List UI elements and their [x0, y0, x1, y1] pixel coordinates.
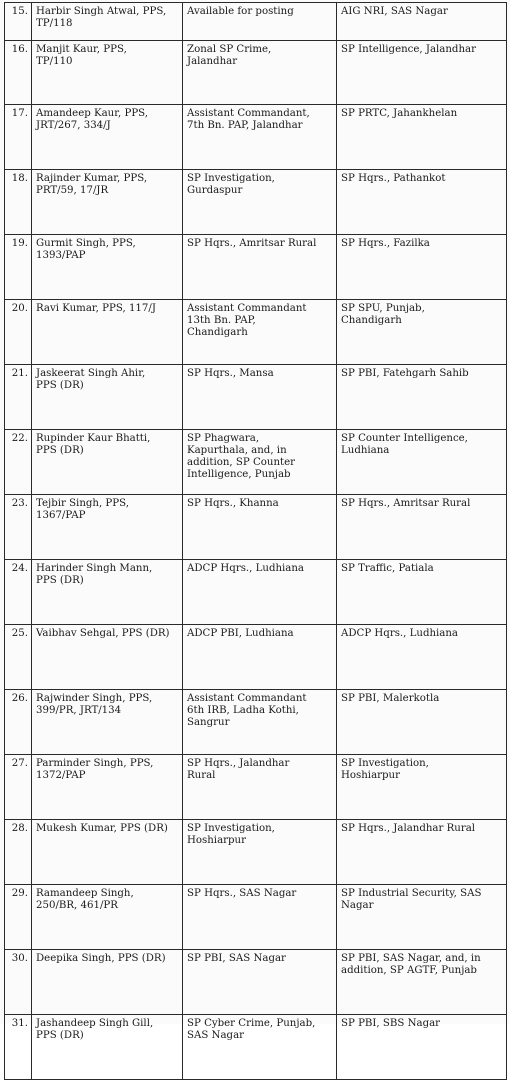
posted-to-cell: [337, 3, 507, 41]
officer-name-text: Tejbir Singh, PPS, 1367/PAP: [36, 498, 129, 521]
posted-to-text: SP Counter Intelligence, Ludhiana: [341, 433, 468, 456]
serial-number-cell: [5, 560, 32, 625]
posted-to-text: SP Hqrs., Jalandhar Rural: [341, 823, 476, 834]
table-body: [5, 3, 507, 1080]
table-row: [5, 235, 507, 300]
officer-name-text: Jaskeerat Singh Ahir, PPS (DR): [36, 368, 146, 391]
posted-from-text: ADCP Hqrs., Ludhiana: [187, 563, 305, 574]
posted-from-cell: [183, 495, 337, 560]
posted-to-cell: [337, 885, 507, 950]
posted-from-text: SP Hqrs., SAS Nagar: [187, 888, 297, 899]
officer-name-text: Harbir Singh Atwal, PPS, TP/118: [36, 6, 167, 29]
posted-to-cell: [337, 560, 507, 625]
posted-to-text: SP Hqrs., Amritsar Rural: [341, 498, 471, 509]
officer-name-cell: [32, 170, 183, 235]
officer-name-cell: [32, 105, 183, 170]
posted-from-text: Assistant Commandant 6th IRB, Ladha Kothi, Sangrur: [187, 693, 307, 728]
officer-name-cell: [32, 885, 183, 950]
posted-to-cell: [337, 690, 507, 755]
posted-from-text: SP Hqrs., Jalandhar Rural: [187, 758, 290, 781]
posted-from-text: SP Investigation, Hoshiarpur: [187, 823, 275, 846]
table-row: [5, 950, 507, 1015]
serial-number-cell: [5, 1015, 32, 1080]
posted-from-cell: [183, 430, 337, 495]
serial-number-text: 15.: [11, 6, 28, 17]
posted-to-cell: [337, 625, 507, 690]
serial-number-cell: [5, 235, 32, 300]
officer-name-text: Rupinder Kaur Bhatti, PPS (DR): [36, 433, 151, 456]
transfer-postings-table: [4, 2, 507, 1080]
posted-to-cell: [337, 820, 507, 885]
posted-from-text: Assistant Commandant 13th Bn. PAP, Chandigarh: [187, 303, 307, 338]
officer-name-text: Manjit Kaur, PPS, TP/110: [36, 44, 127, 67]
table-row: [5, 41, 507, 105]
posted-to-text: SP Traffic, Patiala: [341, 563, 434, 574]
posted-to-text: SP PRTC, Jahankhelan: [341, 108, 458, 119]
posted-from-cell: [183, 885, 337, 950]
officer-name-cell: [32, 820, 183, 885]
posted-to-cell: [337, 755, 507, 820]
serial-number-text: 25.: [11, 628, 28, 639]
officer-name-text: Harinder Singh Mann, PPS (DR): [36, 563, 153, 586]
officer-name-text: Vaibhav Sehgal, PPS (DR): [36, 628, 170, 639]
serial-number-cell: [5, 300, 32, 365]
posted-to-text: SP PBI, Malerkotla: [341, 693, 440, 704]
serial-number-text: 22.: [11, 433, 28, 444]
posted-from-text: Assistant Commandant, 7th Bn. PAP, Jalandhar: [187, 108, 310, 131]
posted-to-text: SP PBI, Fatehgarh Sahib: [341, 368, 469, 379]
posted-to-cell: [337, 170, 507, 235]
posted-to-cell: [337, 105, 507, 170]
serial-number-cell: [5, 950, 32, 1015]
posted-to-cell: [337, 430, 507, 495]
posted-from-cell: [183, 105, 337, 170]
serial-number-text: 26.: [11, 693, 28, 704]
serial-number-text: 24.: [11, 563, 28, 574]
serial-number-cell: [5, 3, 32, 41]
posted-from-cell: [183, 625, 337, 690]
posted-to-cell: [337, 365, 507, 430]
serial-number-cell: [5, 105, 32, 170]
posted-from-cell: [183, 300, 337, 365]
table-row: [5, 1015, 507, 1080]
serial-number-text: 30.: [11, 953, 28, 964]
serial-number-cell: [5, 41, 32, 105]
officer-name-cell: [32, 235, 183, 300]
posted-from-cell: [183, 170, 337, 235]
posted-to-cell: [337, 495, 507, 560]
posted-to-cell: [337, 950, 507, 1015]
posted-from-cell: [183, 235, 337, 300]
serial-number-cell: [5, 495, 32, 560]
posted-from-text: SP PBI, SAS Nagar: [187, 953, 286, 964]
posted-from-text: Available for posting: [187, 6, 294, 17]
table-row: [5, 170, 507, 235]
posted-from-cell: [183, 755, 337, 820]
officer-name-cell: [32, 755, 183, 820]
officer-name-cell: [32, 560, 183, 625]
serial-number-cell: [5, 820, 32, 885]
officer-name-cell: [32, 625, 183, 690]
posted-from-text: SP Investigation, Gurdaspur: [187, 173, 275, 196]
officer-name-cell: [32, 300, 183, 365]
officer-name-text: Rajwinder Singh, PPS, 399/PR, JRT/134: [36, 693, 153, 716]
serial-number-text: 23.: [11, 498, 28, 509]
table-row: [5, 300, 507, 365]
serial-number-cell: [5, 430, 32, 495]
officer-name-cell: [32, 41, 183, 105]
officer-name-text: Rajinder Kumar, PPS, PRT/59, 17/JR: [36, 173, 148, 196]
officer-name-cell: [32, 495, 183, 560]
officer-name-text: Deepika Singh, PPS (DR): [36, 953, 166, 964]
officer-name-text: Jashandeep Singh Gill, PPS (DR): [36, 1018, 154, 1041]
posted-to-text: AIG NRI, SAS Nagar: [341, 6, 448, 17]
officer-name-text: Mukesh Kumar, PPS (DR): [36, 823, 168, 834]
table-row: [5, 105, 507, 170]
serial-number-text: 19.: [11, 238, 28, 249]
posted-to-text: ADCP Hqrs., Ludhiana: [341, 628, 459, 639]
posted-to-cell: [337, 300, 507, 365]
posted-to-text: SP Investigation, Hoshiarpur: [341, 758, 429, 781]
table-row: [5, 365, 507, 430]
serial-number-text: 28.: [11, 823, 28, 834]
posted-from-text: SP Hqrs., Khanna: [187, 498, 279, 509]
table-row: [5, 430, 507, 495]
serial-number-cell: [5, 625, 32, 690]
posted-from-text: SP Hqrs., Amritsar Rural: [187, 238, 317, 249]
officer-name-cell: [32, 950, 183, 1015]
officer-name-cell: [32, 690, 183, 755]
posted-to-text: SP Intelligence, Jalandhar: [341, 44, 476, 55]
officer-name-text: Ravi Kumar, PPS, 117/J: [36, 303, 156, 314]
officer-name-text: Gurmit Singh, PPS, 1393/PAP: [36, 238, 136, 261]
officer-name-text: Amandeep Kaur, PPS, JRT/267, 334/J: [36, 108, 149, 131]
serial-number-text: 20.: [11, 303, 28, 314]
officer-name-cell: [32, 1015, 183, 1080]
posted-to-text: SP Hqrs., Pathankot: [341, 173, 446, 184]
posted-from-text: SP Phagwara, Kapurthala, and, in addition, SP Counter Intelligence, Punjab: [187, 433, 296, 480]
serial-number-cell: [5, 885, 32, 950]
table-row: [5, 755, 507, 820]
posted-from-cell: [183, 690, 337, 755]
posted-from-cell: [183, 560, 337, 625]
serial-number-text: 18.: [11, 173, 28, 184]
serial-number-text: 29.: [11, 888, 28, 899]
posted-to-cell: [337, 235, 507, 300]
posted-from-cell: [183, 41, 337, 105]
serial-number-text: 27.: [11, 758, 28, 769]
posted-from-cell: [183, 3, 337, 41]
posted-from-cell: [183, 820, 337, 885]
table-row: [5, 690, 507, 755]
posted-to-cell: [337, 1015, 507, 1080]
officer-name-cell: [32, 3, 183, 41]
posted-from-text: Zonal SP Crime, Jalandhar: [187, 44, 272, 67]
table-row: [5, 625, 507, 690]
officer-name-text: Ramandeep Singh, 250/BR, 461/PR: [36, 888, 134, 911]
posted-to-text: SP Hqrs., Fazilka: [341, 238, 430, 249]
officer-name-text: Parminder Singh, PPS, 1372/PAP: [36, 758, 154, 781]
posted-to-text: SP Industrial Security, SAS Nagar: [341, 888, 482, 911]
serial-number-cell: [5, 365, 32, 430]
posted-from-text: SP Hqrs., Mansa: [187, 368, 274, 379]
serial-number-text: 21.: [11, 368, 28, 379]
serial-number-cell: [5, 755, 32, 820]
posted-from-text: SP Cyber Crime, Punjab, SAS Nagar: [187, 1018, 316, 1041]
table-row: [5, 3, 507, 41]
posted-from-cell: [183, 950, 337, 1015]
posted-from-cell: [183, 1015, 337, 1080]
serial-number-text: 17.: [11, 108, 28, 119]
officer-name-cell: [32, 365, 183, 430]
table-row: [5, 560, 507, 625]
posted-to-text: SP SPU, Punjab, Chandigarh: [341, 303, 425, 326]
serial-number-cell: [5, 690, 32, 755]
posted-from-cell: [183, 365, 337, 430]
serial-number-cell: [5, 170, 32, 235]
serial-number-text: 16.: [11, 44, 28, 55]
posted-from-text: ADCP PBI, Ludhiana: [187, 628, 294, 639]
posted-to-text: SP PBI, SAS Nagar, and, in addition, SP AGTF, Punjab: [341, 953, 481, 976]
table-row: [5, 495, 507, 560]
table-row: [5, 820, 507, 885]
officer-name-cell: [32, 430, 183, 495]
posted-to-cell: [337, 41, 507, 105]
table-row: [5, 885, 507, 950]
serial-number-text: 31.: [11, 1018, 28, 1029]
posted-to-text: SP PBI, SBS Nagar: [341, 1018, 441, 1029]
